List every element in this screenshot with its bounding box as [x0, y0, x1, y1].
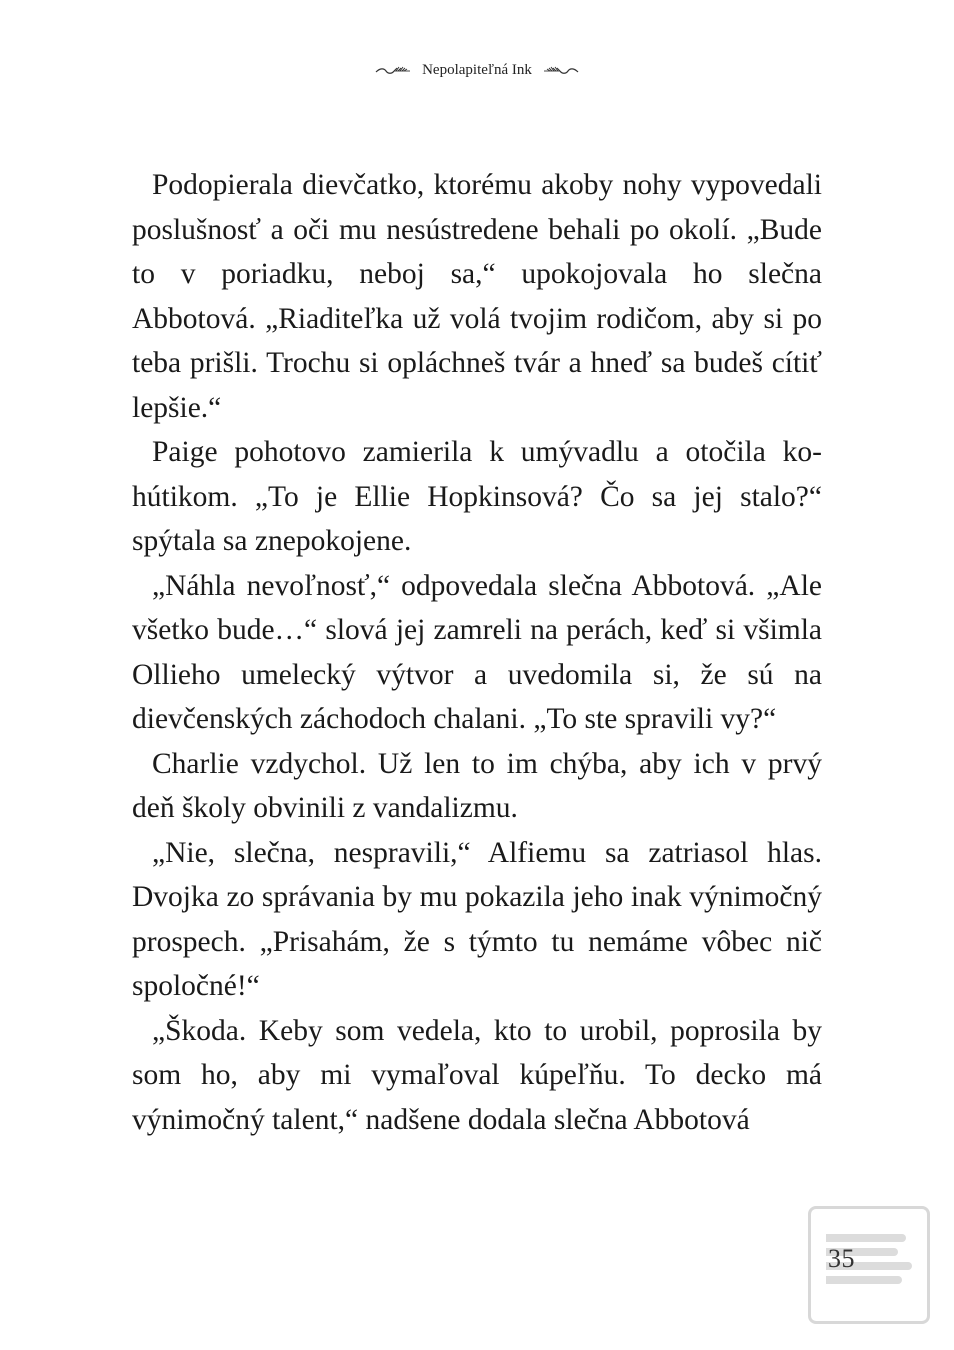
chapter-body: [132, 163, 822, 1142]
running-header: [0, 62, 954, 79]
badge-stripe: [826, 1276, 902, 1284]
paragraph: Paige pohotovo zamierila k umývadlu a otočila kohútikom. „To je Ellie Hopkinsová? Čo sa jej stalo?“ spýtala sa znepokojene.: [132, 436, 822, 557]
paragraph: „Náhla nevoľnosť,“ odpovedala slečna Abbotová. „Ale všetko bude…“ slová jej zamreli na perách, keď si všimla Ollieho umelecký výtvor a uvedomila si, že sú na dievčenských záchodoch chalani. „To ste spravili vy?“: [132, 569, 822, 735]
flourish-ornament-icon: [374, 65, 412, 77]
running-title: Nepolapiteľná Ink: [422, 62, 532, 78]
paragraph: Podopierala dievčatko, ktorému akoby nohy vypovedali poslušnosť a oči mu nesústredene behali po okolí. „Bude to v poriadku, neboj sa,“ upokojovala ho slečna Abbotová. „Riaditeľka už volá tvojim rodičom, aby si po teba prišli. Trochu si opláchneš tvár a hneď sa budeš cítiť lepšie.“: [132, 169, 822, 424]
badge-stripe: [826, 1234, 906, 1242]
flourish-ornament-icon: [542, 65, 580, 77]
paragraph: „Škoda. Keby som vedela, kto to urobil, poprosila by som ho, aby mi vymaľoval kúpeľňu. To decko má výnimočný talent,“ nadšene dodala slečna Abbotová: [132, 1014, 822, 1136]
paragraph: Charlie vzdychol. Už len to im chýba, aby ich v prvý deň školy obvinili z vandalizmu.: [132, 747, 822, 824]
paragraph: „Nie, slečna, nespravili,“ Alfiemu sa zatriasol hlas. Dvojka zo správania by mu pokazila jeho inak výnimočný prospech. „Prisahám, že s týmto tu nemáme vôbec nič spoločné!“: [132, 836, 822, 1002]
page-number: 35: [828, 1244, 855, 1273]
